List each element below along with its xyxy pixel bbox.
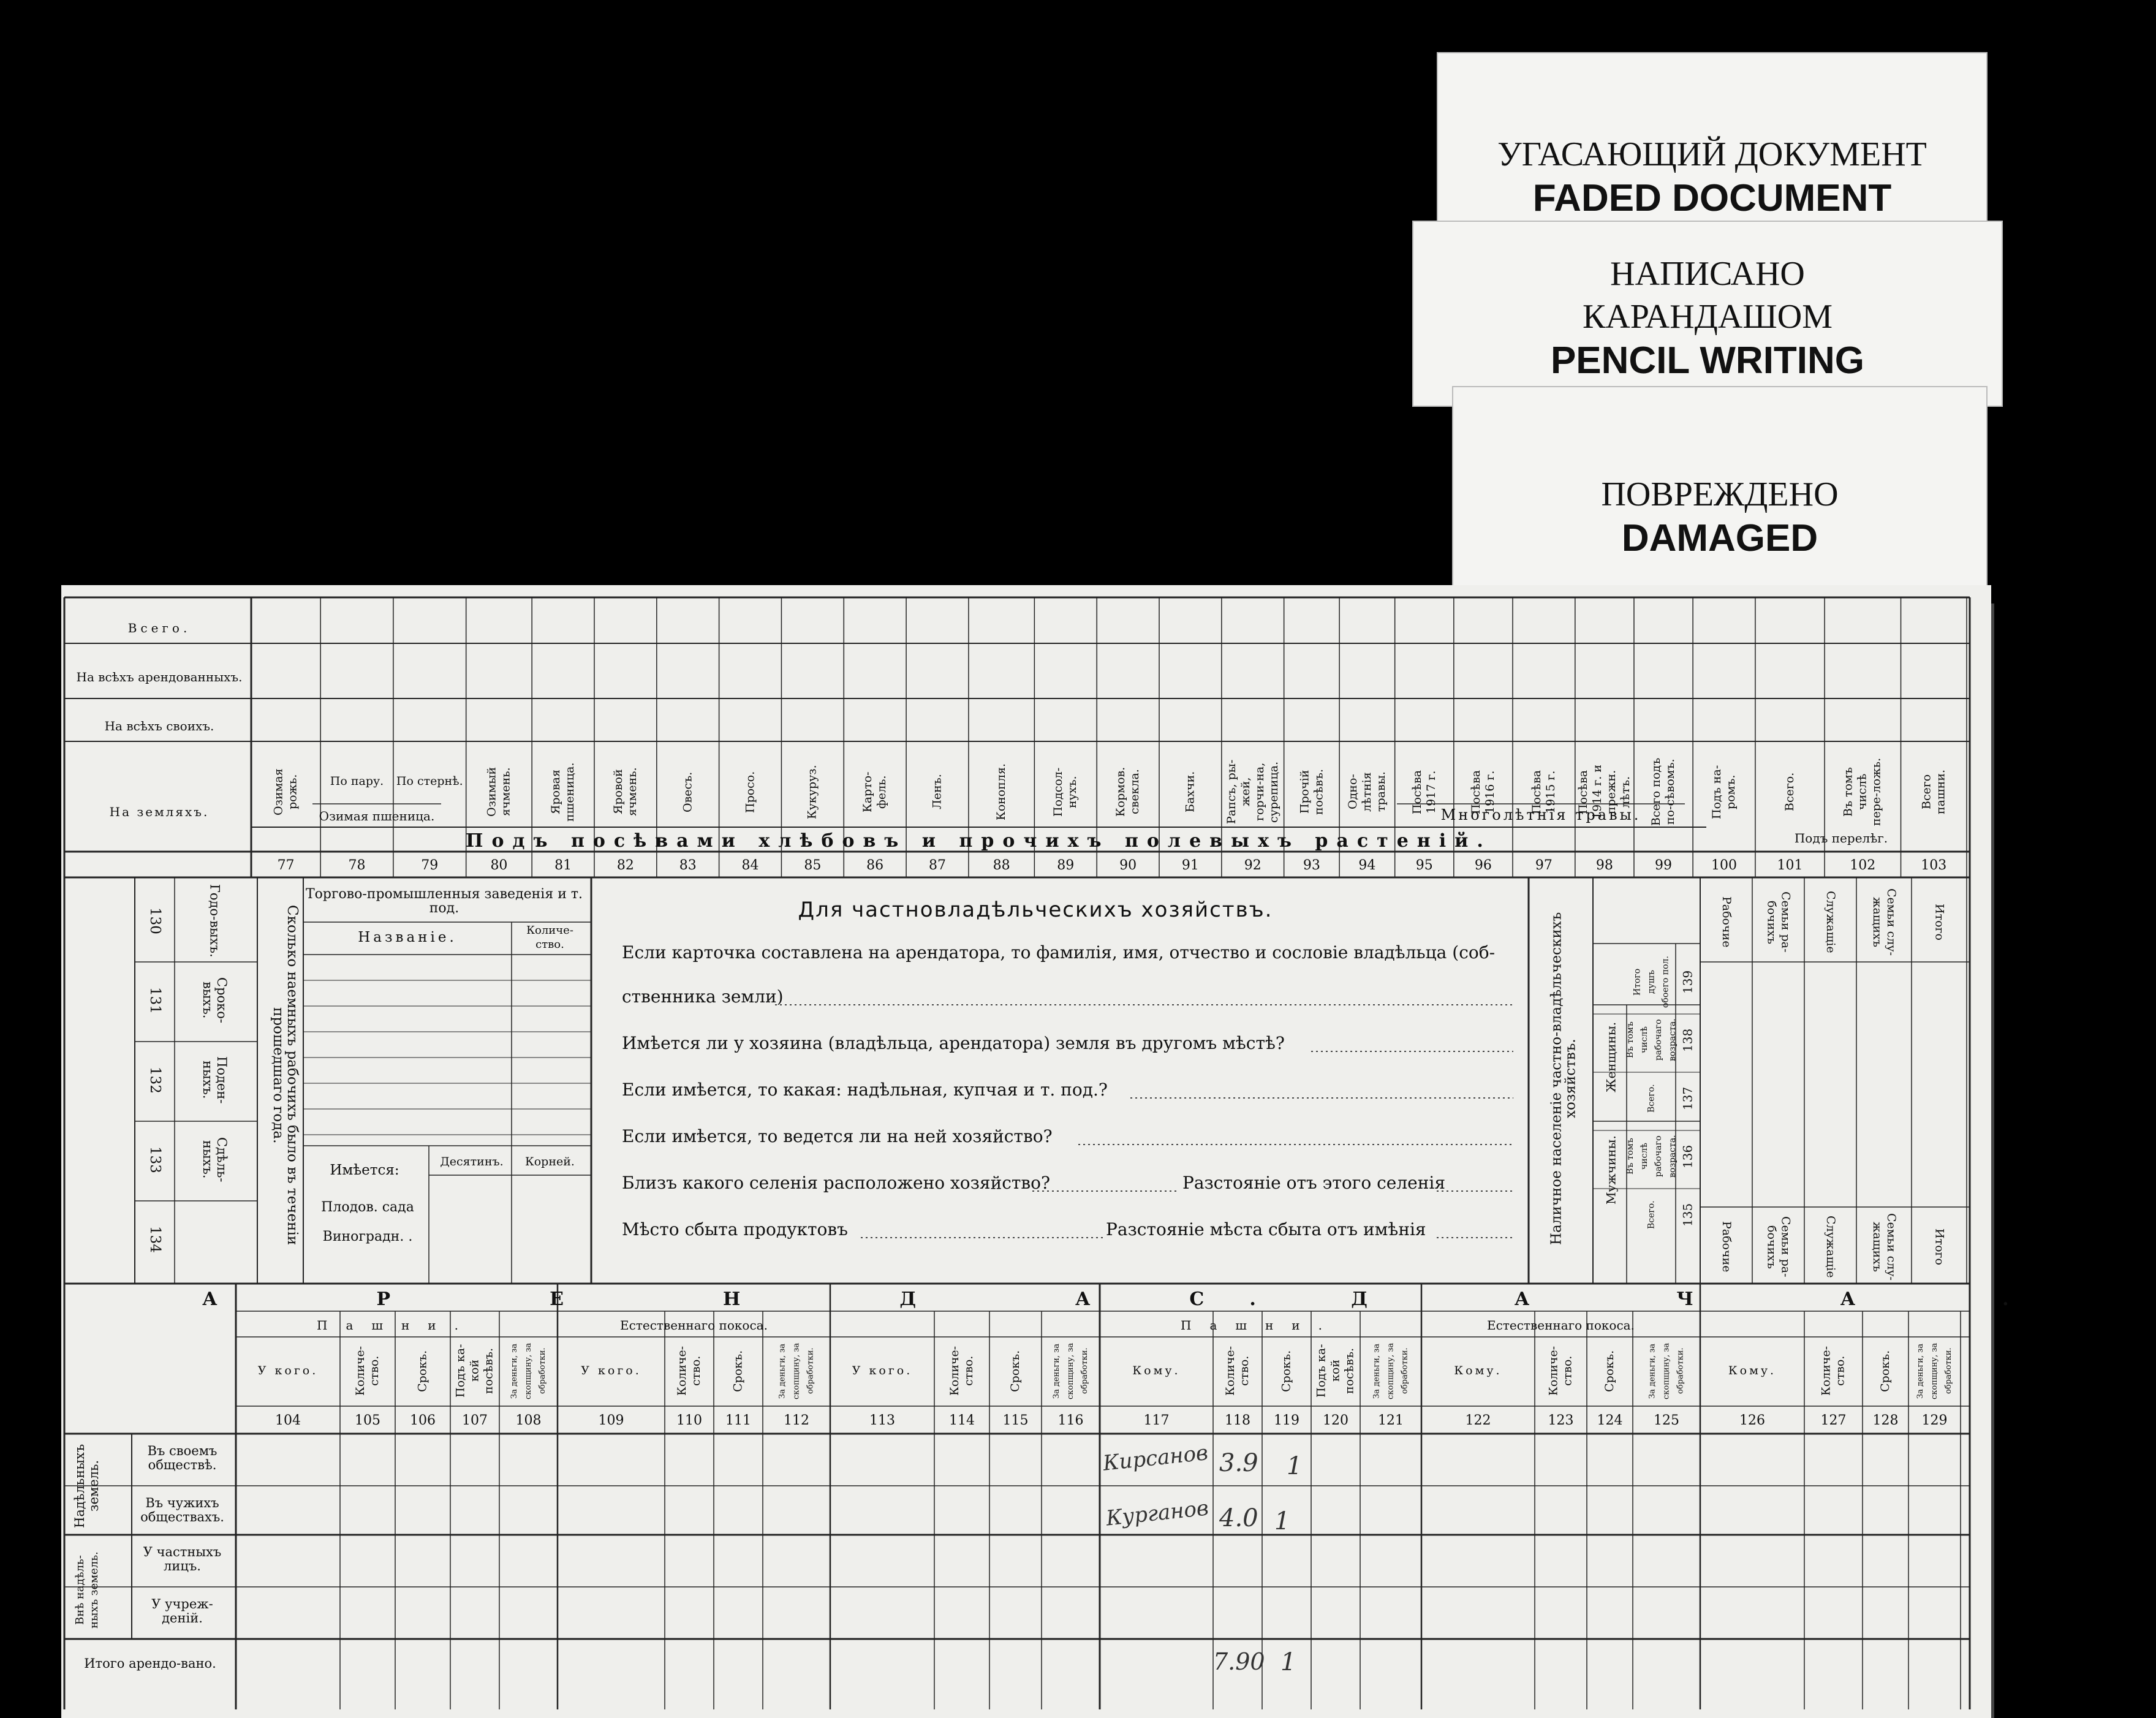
crop-head-82: Яровой ячмень.	[611, 767, 639, 817]
arenda-num-129: 129	[1921, 1412, 1948, 1428]
arenda-row-0: Въ своемъ обществѣ.	[147, 1444, 217, 1472]
desyatin-header: Десятинъ.	[440, 1154, 504, 1168]
crop-num-96: 96	[1474, 857, 1492, 873]
pop-right-bottom-2: Служащіе	[1824, 1216, 1837, 1278]
pop-label-138: Въ томъ числѣ рабочаго возраста.	[1625, 1018, 1678, 1062]
crop-head-97: Посѣва 1915 г.	[1529, 770, 1557, 814]
arenda-num-117: 117	[1143, 1412, 1170, 1428]
question-4: Если имѣется, то ведется ли на ней хозяйство?	[622, 1126, 1053, 1146]
question-6a: Мѣсто сбыта продуктовъ	[622, 1219, 848, 1239]
pop-right-bottom-4: Итого	[1932, 1228, 1946, 1265]
crop-head-77: Озимая рожь.	[271, 768, 300, 815]
hand-srok-total: 1	[1280, 1648, 1296, 1676]
crop-num-97: 97	[1535, 857, 1553, 873]
arenda-row-1: Въ чужихъ обществахъ.	[140, 1496, 224, 1524]
worker-num-132: 132	[147, 1066, 163, 1094]
pop-num-139: 139	[1680, 970, 1695, 994]
worker-num-130: 130	[147, 907, 163, 934]
crop-head-88: Конопля.	[994, 763, 1008, 821]
crop-head-85: Кукуруз.	[805, 765, 819, 819]
ozim-pshenica-label: Озимая пшеница.	[319, 808, 435, 823]
hand-name-2: Курганов	[1105, 1496, 1210, 1531]
trade-qty-header: Количе-ство.	[526, 924, 573, 951]
crop-head-95: Посѣва 1917 г.	[1410, 770, 1438, 814]
korney-header: Корней.	[525, 1154, 575, 1168]
question-1: Если карточка составлена на арендатора, то фамилія, имя, отчество и сословіе владѣльца (соб-	[622, 942, 1496, 963]
worker-num-134: 134	[147, 1225, 163, 1253]
worker-label-133: Сдѣль-ныхъ.	[200, 1137, 229, 1183]
arenda-head-105: Количе-ство.	[354, 1345, 381, 1396]
workers-side-label: Сколько наемныхъ рабочихъ было въ теченіи прошедшаго года.	[270, 905, 300, 1246]
crop-head-98: Посѣва 1914 г. и прежн. лѣтъ.	[1576, 764, 1632, 820]
question-2: Имѣется ли у хозяина (владѣльца, арендатора) земля въ другомъ мѣстѣ?	[622, 1033, 1285, 1053]
pop-right-top-2: Служащіе	[1824, 891, 1837, 953]
arenda-head-106: Срокъ.	[415, 1350, 429, 1392]
arenda-num-127: 127	[1820, 1412, 1847, 1428]
crop-num-85: 85	[804, 857, 822, 873]
arenda-head-109: У кого.	[581, 1364, 641, 1377]
arenda-head-116: За деньги, за скопщину, за обработки.	[1052, 1342, 1089, 1399]
crop-head-90: Кормов. свекла.	[1114, 766, 1142, 817]
hand-name-1: Кирсанов	[1102, 1440, 1209, 1476]
pop-num-138: 138	[1680, 1028, 1695, 1052]
crop-head-87: Ленъ.	[930, 774, 944, 810]
worker-label-132: Поден-ныхъ.	[200, 1056, 229, 1104]
sdacha-pokos: Естественнаго покоса.	[1487, 1317, 1635, 1333]
question-6b: Разстояніе мѣста сбыта отъ имѣнія	[1106, 1219, 1426, 1239]
arenda-head-129: За деньги, за скопщину, за обработки.	[1916, 1342, 1953, 1399]
crop-head-79: По стернѣ.	[396, 774, 463, 788]
arenda-head-115: Срокъ.	[1008, 1350, 1022, 1392]
hand-qty-total: 7.90	[1213, 1648, 1265, 1675]
pop-right-bottom-1: Семьи ра-бочихъ	[1765, 1216, 1793, 1277]
arenda-num-114: 114	[949, 1412, 975, 1428]
worker-label-131: Сроко-выхъ.	[200, 977, 229, 1024]
arenda-num-119: 119	[1274, 1412, 1299, 1428]
trade-name-header: Названіе.	[358, 929, 457, 945]
arenda-num-112: 112	[784, 1412, 809, 1428]
arenda-num-121: 121	[1378, 1412, 1404, 1428]
crop-head-102: Въ томъ числѣ пере-ложь.	[1841, 757, 1883, 827]
private-title: Для частновладѣльческихъ хозяйствъ.	[798, 897, 1273, 922]
arenda-head-122: Кому.	[1454, 1364, 1502, 1377]
crop-num-84: 84	[741, 857, 759, 873]
faded-label-ru: УГАСАЮЩИЙ ДОКУМЕНТ	[1497, 135, 1927, 173]
pop-right-bottom-0: Рабочие	[1720, 1221, 1733, 1273]
crop-num-95: 95	[1415, 857, 1433, 873]
crop-num-79: 79	[421, 857, 439, 873]
arenda-head-117: Кому.	[1132, 1364, 1181, 1377]
worker-label-134	[178, 1201, 251, 1277]
arenda-head-114: Количе-ство.	[948, 1345, 975, 1396]
arenda-pokos: Естественнаго покоса.	[620, 1317, 768, 1333]
pencil-label-ru: НАПИСАНО КАРАНДАШОМ	[1582, 255, 1833, 336]
faded-label-en: FADED DOCUMENT	[1532, 177, 1892, 219]
arenda-num-115: 115	[1002, 1412, 1029, 1428]
hand-qty-2: 4.0	[1219, 1504, 1258, 1532]
row-label-svoikh: На всѣхъ своихъ.	[104, 718, 214, 733]
pop-right-bottom-3: Семьи слу-жащихъ	[1870, 1213, 1898, 1281]
arenda-head-112: За деньги, за скопщину, за обработки.	[777, 1342, 815, 1399]
arenda-num-120: 120	[1323, 1412, 1348, 1428]
population-side-label: Наличное населеніе частно-владѣльческихъ хозяйствъ.	[1548, 912, 1579, 1245]
arenda-head-110: Количе-ство.	[675, 1345, 703, 1396]
pencil-label-en: PENCIL WRITING	[1550, 339, 1865, 382]
crop-num-77: 77	[277, 857, 295, 873]
pop-label-135: Всего.	[1646, 1200, 1657, 1229]
crop-head-91: Бахчи.	[1183, 771, 1197, 813]
arenda-num-116: 116	[1057, 1412, 1084, 1428]
crop-num-90: 90	[1119, 857, 1137, 873]
crop-num-88: 88	[993, 857, 1010, 873]
arenda-head-128: Срокъ.	[1878, 1350, 1892, 1392]
crop-num-89: 89	[1057, 857, 1075, 873]
pop-right-top-4: Итого	[1932, 904, 1946, 940]
arenda-head-123: Количе-ство.	[1546, 1345, 1575, 1396]
pod-perelog-label: Подъ перелѣг.	[1794, 830, 1888, 846]
sdacha-pashni: Пашни.	[1181, 1317, 1341, 1333]
row-label-arendovannykh: На всѣхъ арендованныхъ.	[76, 669, 243, 684]
crop-head-103: Всего пашни.	[1920, 769, 1948, 815]
arenda-head-119: Срокъ.	[1279, 1350, 1293, 1392]
question-3: Если имѣется, то какая: надѣльная, купчая и т. под.?	[622, 1080, 1108, 1100]
question-5b: Разстояніе отъ этого селенія	[1182, 1173, 1445, 1193]
arenda-num-124: 124	[1597, 1412, 1623, 1428]
worker-num-131: 131	[147, 986, 163, 1014]
crop-head-94: Одно-лѣтнія травы.	[1345, 771, 1388, 812]
arenda-num-108: 108	[515, 1412, 542, 1428]
arenda-head-124: Срокъ.	[1603, 1350, 1616, 1392]
crops-banner: Подъ посѣвами хлѣбовъ и прочихъ полевыхъ растеній.	[466, 830, 1492, 852]
crop-num-102: 102	[1850, 857, 1876, 873]
crop-head-83: Овесъ.	[681, 771, 695, 812]
nadel-label: Надѣльныхъ земель.	[72, 1444, 101, 1528]
crop-head-86: Карто-фель.	[861, 771, 889, 812]
arenda-row-2: У частныхъ лицъ.	[143, 1545, 222, 1573]
pop-label-137: Всего.	[1646, 1084, 1657, 1113]
pop-label-139: Итого душъ обоего пол.	[1632, 956, 1671, 1008]
arenda-num-126: 126	[1739, 1412, 1765, 1428]
pop-num-137: 137	[1680, 1086, 1695, 1110]
crop-head-101: Всего.	[1783, 772, 1796, 812]
crop-num-86: 86	[866, 857, 884, 873]
crop-num-92: 92	[1244, 857, 1261, 873]
pop-right-top-1: Семьи ра-бочихъ	[1765, 891, 1793, 953]
arenda-head-118: Количе-ство.	[1224, 1345, 1251, 1396]
pop-right-top-3: Семьи слу-жащихъ	[1870, 888, 1898, 956]
arenda-head-120: Подъ ка-кой посѣвъ.	[1314, 1344, 1356, 1398]
arenda-head-108: За деньги, за скопщину, за обработки.	[510, 1342, 547, 1399]
arenda-pashni: Пашни.	[317, 1317, 477, 1333]
crop-num-78: 78	[348, 857, 366, 873]
worker-num-133: 133	[147, 1146, 163, 1173]
crop-head-78: По пару.	[330, 774, 384, 788]
arenda-num-125: 125	[1654, 1412, 1679, 1428]
arenda-num-110: 110	[676, 1412, 702, 1428]
arenda-num-107: 107	[462, 1412, 488, 1428]
sad-label: Плодов. сада	[321, 1199, 414, 1215]
trade-title: Торгово-промышленныя заведенія и т. под.	[305, 887, 583, 916]
arenda-head-127: Количе-ство.	[1819, 1345, 1847, 1396]
crop-num-87: 87	[928, 857, 946, 873]
arenda-head-113: У кого.	[852, 1364, 913, 1377]
crop-num-80: 80	[490, 857, 508, 873]
crop-num-101: 101	[1777, 857, 1803, 873]
arenda-head-121: За деньги, за скопщину, за обработки.	[1372, 1342, 1410, 1399]
arenda-row-3: У учреж-деній.	[151, 1597, 213, 1625]
pop-right-top-0: Рабочие	[1720, 896, 1733, 948]
question-1b: ственника земли)	[622, 986, 784, 1007]
crop-head-81: Яровая пшеница.	[549, 762, 577, 822]
hand-qty-1: 3.9	[1219, 1449, 1258, 1477]
crop-head-93: Прочій посѣвъ.	[1297, 768, 1325, 815]
arenda-head-111: Срокъ.	[731, 1350, 745, 1392]
damaged-label-ru: ПОВРЕЖДЕНО	[1601, 475, 1839, 513]
crop-num-91: 91	[1181, 857, 1199, 873]
arenda-num-104: 104	[275, 1412, 301, 1428]
row-label-vsego: Всего.	[127, 620, 191, 635]
vne-nadel-label: Внѣ надѣль-ныхъ земель.	[74, 1551, 100, 1629]
arenda-row-4: Итого арендо-вано.	[84, 1656, 216, 1671]
arenda-num-123: 123	[1548, 1412, 1574, 1428]
crop-num-81: 81	[554, 857, 572, 873]
arenda-banner: АРЕНДА.	[202, 1288, 1415, 1310]
damaged-label-en: DAMAGED	[1621, 517, 1818, 559]
crop-head-84: Просо.	[743, 771, 757, 813]
mnogolet-label: Многолѣтнія травы.	[1440, 806, 1641, 823]
row-label-na-zemlyakh: На земляхъ.	[109, 804, 210, 819]
pop-num-136: 136	[1680, 1145, 1695, 1168]
crop-num-98: 98	[1595, 857, 1613, 873]
men-label: Мужчины.	[1603, 1135, 1619, 1205]
hand-srok-1: 1	[1287, 1452, 1303, 1480]
crop-num-103: 103	[1921, 857, 1947, 873]
worker-label-130: Годо-выхъ.	[207, 884, 222, 958]
arenda-head-125: За деньги, за скопщину, за обработки.	[1647, 1342, 1685, 1399]
arenda-num-109: 109	[598, 1412, 624, 1428]
crop-num-94: 94	[1358, 857, 1376, 873]
vino-label: Виноградн. .	[322, 1228, 413, 1244]
hand-srok-2: 1	[1274, 1507, 1290, 1535]
arenda-num-105: 105	[355, 1412, 380, 1428]
arenda-num-113: 113	[869, 1412, 895, 1428]
imeetsya-label: Имѣется:	[330, 1162, 399, 1178]
crop-num-82: 82	[616, 857, 634, 873]
pop-num-135: 135	[1680, 1203, 1695, 1227]
crop-num-83: 83	[679, 857, 697, 873]
arenda-head-107: Подъ ка-кой посѣвъ.	[453, 1344, 496, 1398]
crop-head-80: Озимый ячмень.	[485, 766, 513, 817]
arenda-num-122: 122	[1465, 1412, 1491, 1428]
crop-head-89: Подсол-нухъ.	[1051, 767, 1080, 817]
pop-label-136: Въ томъ числѣ рабочаго возраста.	[1625, 1135, 1678, 1178]
crop-num-100: 100	[1711, 857, 1738, 873]
arenda-head-104: У кого.	[257, 1364, 319, 1377]
arenda-num-118: 118	[1225, 1412, 1250, 1428]
crop-head-99: Всего подъ по-сѣвомъ.	[1649, 757, 1678, 827]
crop-head-96: Посѣва 1916 г.	[1469, 770, 1497, 814]
crop-head-92: Рапсъ, ры-жей, горчи-на, сурепица.	[1224, 759, 1280, 825]
women-label: Женщины.	[1603, 1021, 1619, 1092]
arenda-num-128: 128	[1872, 1412, 1899, 1428]
crop-head-100: Подъ на-ромъ.	[1710, 765, 1738, 819]
crop-num-99: 99	[1655, 857, 1673, 873]
question-5a: Близъ какого селенія расположено хозяйство?	[622, 1173, 1051, 1193]
crop-num-93: 93	[1303, 857, 1320, 873]
arenda-num-106: 106	[410, 1412, 436, 1428]
arenda-head-126: Кому.	[1728, 1364, 1777, 1377]
sdacha-banner: СДАЧА.	[1189, 1288, 2156, 1310]
arenda-num-111: 111	[725, 1412, 751, 1428]
